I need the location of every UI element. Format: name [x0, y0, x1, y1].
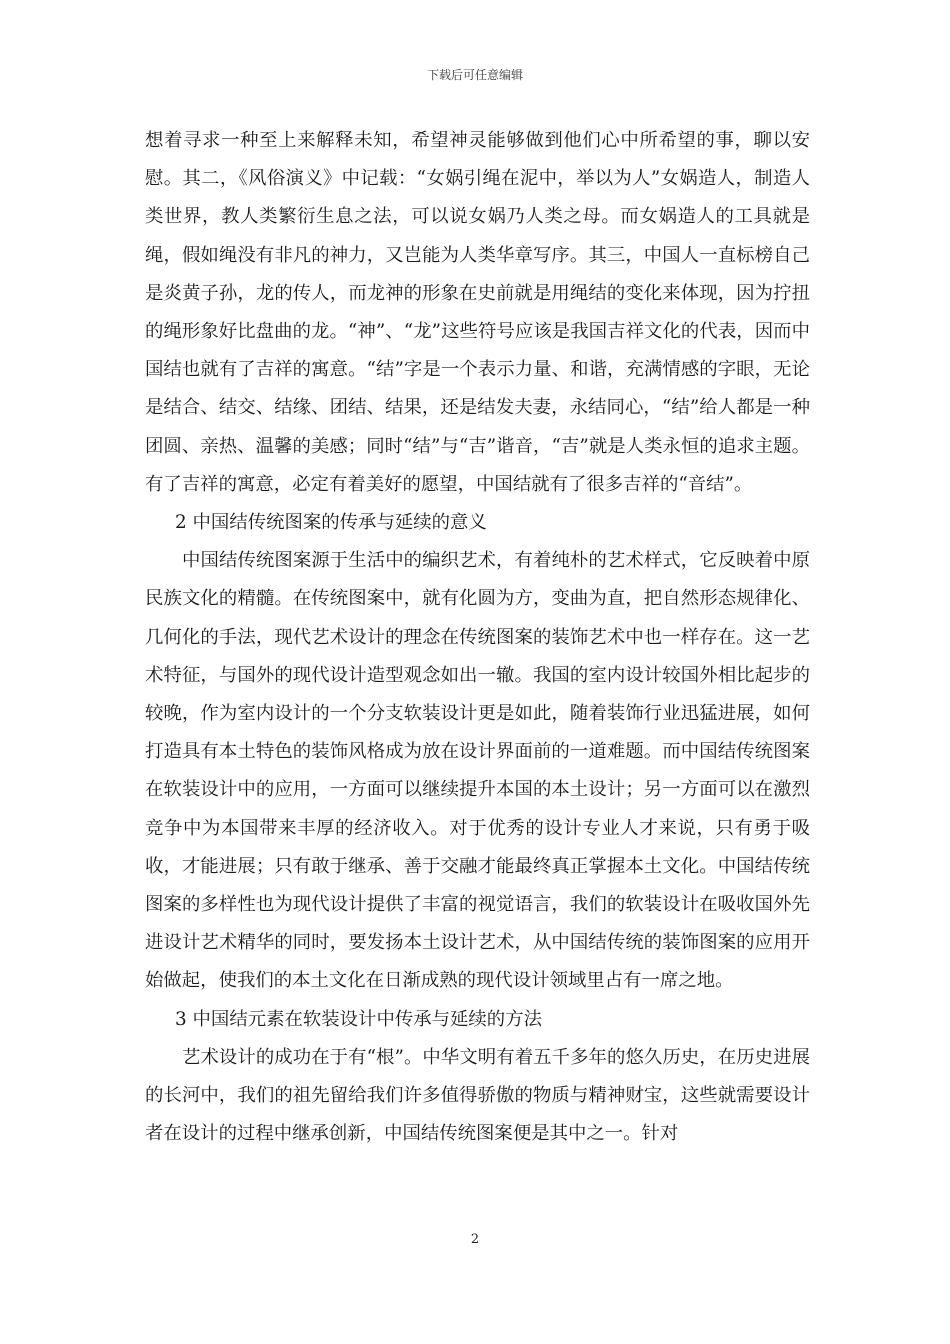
page-header: 下载后可任意编辑	[426, 68, 523, 82]
document-body	[145, 122, 810, 1153]
page-number: 2	[470, 1232, 480, 1247]
section-heading-3: 3 中国结元素在软装设计中传承与延续的方法	[175, 1008, 542, 1030]
paragraph-continued: 想着寻求一种至上来解释未知，希望神灵能够做到他们心中所希望的事，聊以安慰。其二，《风俗演义》中记载：“女娲引绳在泥中，举以为人”女娲造人，制造人类世界，教人类繁衍生息之法，可以说女娲乃人类之母。而女娲造人的工具就是绳，假如绳没有非凡的神力，又岂能为人类华章写序。其三，中国人一直标榜自己是炎黄子孙，龙的传人，而龙神的形象在史前就是用绳结的变化来体现，因为拧扭的绳形象好比盘曲的龙。“神”、“龙”这些符号应该是我国吉祥文化的代表，因而中国结也就有了吉祥的寓意。“结”字是一个表示力量、和谐，充满情感的字眼，无论是结合、结交、结缘、团结、结果，还是结发夫妻，永结同心，“结”给人都是一种团圆、亲热、温馨的美感；同时“结”与“吉”谐音，“吉”就是人类永恒的追求主题。有了吉祥的寓意，必定有着美好的愿望，中国结就有了很多吉祥的“音结”。	[145, 130, 810, 495]
section-heading-2: 2 中国结传统图案的传承与延续的意义	[175, 512, 487, 534]
paragraph-section-3: 艺术设计的成功在于有“根”。中华文明有着五千多年的悠久历史，在历史进展的长河中，我们的祖先留给我们许多值得骄傲的物质与精神财宝，这些就需要设计者在设计的过程中继承创新，中国结传统图案便是其中之一。针对	[145, 1046, 810, 1145]
paragraph-section-2: 中国结传统图案源于生活中的编织艺术，有着纯朴的艺术样式，它反映着中原民族文化的精髓。在传统图案中，就有化圆为方，变曲为直，把自然形态规律化、几何化的手法，现代艺术设计的理念在传统图案的装饰艺术中也一样存在。这一艺术特征，与国外的现代设计造型观念如出一辙。我国的室内设计较国外相比起步的较晚，作为室内设计的一个分支软装设计更是如此，随着装饰行业迅猛进展，如何打造具有本土特色的装饰风格成为放在设计界面前的一道难题。而中国结传统图案在软装设计中的应用，一方面可以继续提升本国的本土设计；另一方面可以在激烈竞争中为本国带来丰厚的经济收入。对于优秀的设计专业人才来说，只有勇于吸收，才能进展；只有敢于继承、善于交融才能最终真正掌握本土文化。中国结传统图案的多样性也为现代设计提供了丰富的视觉语言，我们的软装设计在吸收国外先进设计艺术精华的同时，要发扬本土设计艺术，从中国结传统的装饰图案的应用开始做起，使我们的本土文化在日渐成熟的现代设计领域里占有一席之地。	[145, 550, 810, 992]
